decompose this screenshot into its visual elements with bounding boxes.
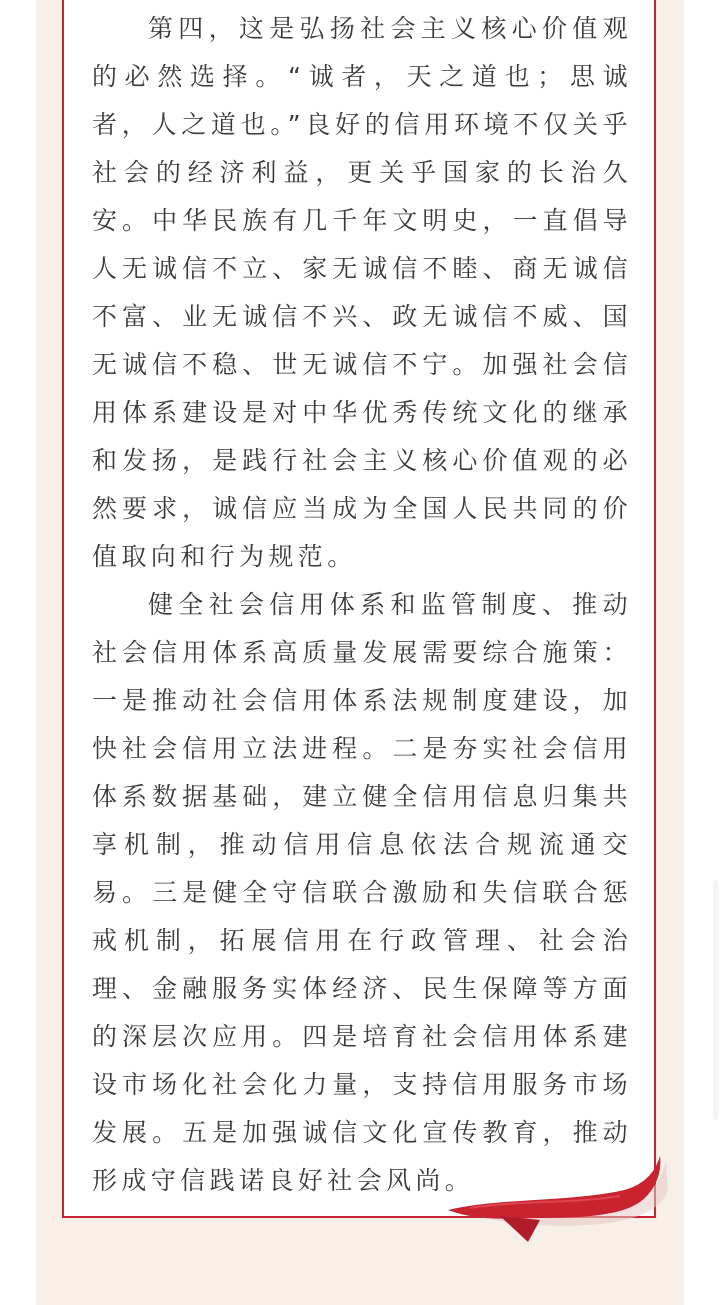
article-body [92,5,632,1205]
paragraph-fourth-point: 第四，这是弘扬社会主义核心价值观的必然选择。“诚者，天之道也；思诚者，人之道也。”良好的信用环境不仅关乎社会的经济利益，更关乎国家的长治久安。中华民族有几千年文明史，一直倡导人无诚信不立、家无诚信不睦、商无诚信不富、业无诚信不兴、政无诚信不威、国无诚信不稳、世无诚信不宁。加强社会信用体系建设是对中华优秀传统文化的继承和发扬，是践行社会主义核心价值观的必然要求，诚信应当成为全国人民共同的价值取向和行为规范。 [92,14,632,571]
paragraph-measures: 健全社会信用体系和监管制度、推动社会信用体系高质量发展需要综合施策：一是推动社会信用体系法规制度建设，加快社会信用立法进程。二是夯实社会信用体系数据基础，建立健全信用信息归集共享机制，推动信用信息依法合规流通交易。三是健全守信联合激励和失信联合惩戒机制，拓展信用在行政管理、社会治理、金融服务实体经济、民生保障等方面的深层次应用。四是培育社会信用体系建设市场化社会化力量，支持信用服务市场发展。五是加强诚信文化宣传教育，推动形成守信践诺良好社会风尚。 [92,590,632,1195]
ribbon-tail [500,1216,540,1242]
red-ribbon-decoration [440,1150,670,1250]
scrollbar-thumb[interactable] [713,880,718,1120]
